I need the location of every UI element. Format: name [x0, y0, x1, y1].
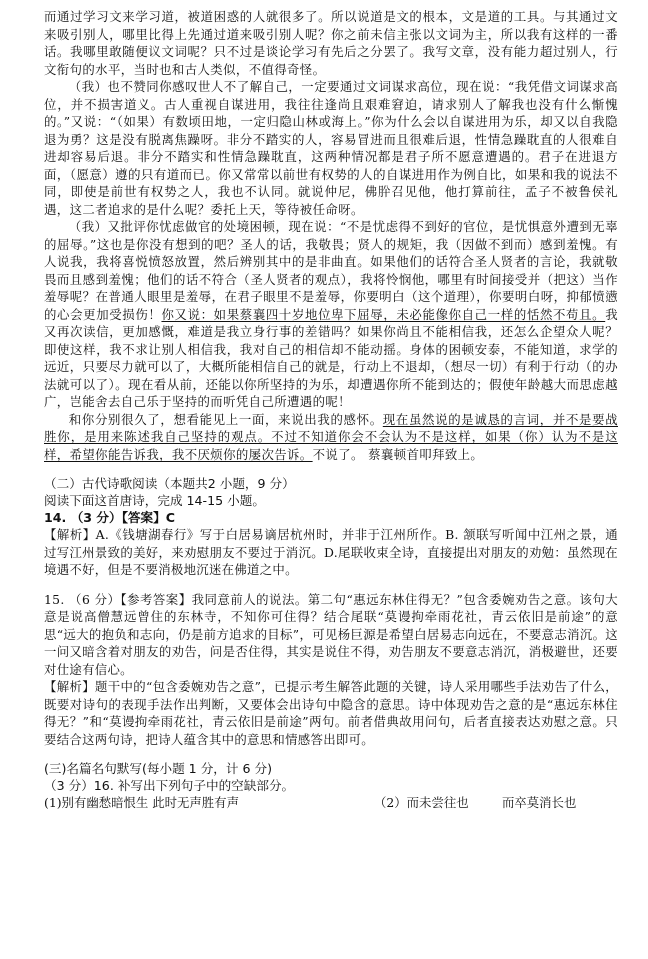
answer-16-3: 而卒莫消长也 [502, 795, 577, 810]
answer-16-2: （2）而未尝往也 [374, 795, 469, 810]
section-2-heading: （二）古代诗歌阅读（本题共2 小题，9 分） [44, 476, 295, 491]
underlined-sentence-2: 现在虽然说的是诚恳的言词，并不是要战胜你，是用来陈述我自己坚持的观点。不过不知道你会不会认为不是这样，如果（你）认为不是这样，希望你能告诉我，我不厌烦你的屡次告诉。 [44, 411, 618, 462]
section-2-instruction: 阅读下面这首唐诗，完成 14-15 小题。 [44, 493, 265, 508]
passage-paragraph-4-part-a: 和你分别很久了，想看能见上一面，来说出我的感怀。 [68, 411, 383, 427]
passage-paragraph-3-part-a: （我）又批评你忧虑做官的处境困顿，现在说：“不是忧虑得不到好的官位，是忧惧意外遭到无辜的屈辱。”这也是你没有想到的吧？圣人的话，我敬畏；贤人的规矩，我（因做不到而）感到羞愧。有人说我，我将喜悦愤怒放置，然后辨别其中的是非曲直。如果他们的话符合圣人贤者的言论，我就敬畏而且感到羞愧；他们的话不符合（圣人贤者的观点），我将怜悯他，哪里有时间接受并（把这）当作羞辱呢？在普通人眼里是羞辱，在君子眼里不是羞辱，你要明白（这个道理），你要明白呀，抑郁愤懑的心会更加受损伤！ [44, 219, 618, 322]
spacer [44, 579, 618, 591]
question-15-analysis: 【解析】题干中的“包含委婉劝告之意”，已提示考生解答此题的关键，诗人采用哪些手法劝告了什么，既要对诗句的表现手法作出判断，又要体会出诗句中隐含的意思。诗中体现劝告之意的是“惠远东林住得无？”和“莫谩拘牵雨花社，青云依旧是前途”两句。前者借典故用问句，后者直接表达劝慰之意。只要结合这两句诗，把诗人蕴含其中的意思和情感答出即可。 [44, 679, 618, 747]
passage-paragraph-4 [44, 411, 618, 464]
spacer [44, 463, 618, 475]
question-16-prompt: （3 分）16. 补写出下列句子中的空缺部分。 [44, 778, 295, 793]
question-14-answer: 14. （3 分）【答案】C [44, 510, 175, 525]
section-3-heading: (三)名篇名句默写(每小题 1 分，计 6 分) [44, 761, 273, 776]
question-16-answers [44, 794, 618, 811]
underlined-sentence-1: 你又说：如果蔡襄四十岁地位卑下屈辱，未必能像你自己一样的恬然不苟且。 [161, 306, 606, 322]
passage-paragraph-3-part-b: 我又再次读信，更加感慨，难道是我立身行事的差错吗？如果你尚且不能相信我，还怎么企望众人呢？即使这样，我不求让别人相信我，我对自己的相信却不能动摇。身体的困顿安泰，不能知道，求学的远近，只要尽力就可以了，大概所能相信自己的就是，行动上不退却，（想尽一切）有利于行动（的办法就可以了）。现在看从前，还能以你所坚持的为乐，却遭遇你所不能到达的；假使年龄越大而思虑越广，岂能舍去自己乐于坚持的而听凭自己所遭遇的呢！ [44, 306, 618, 409]
spacer [44, 748, 618, 760]
answer-16-1: (1)别有幽愁暗恨生 此时无声胜有声 [44, 795, 239, 810]
passage-paragraph-1: 而通过学习文来学习道，被道困惑的人就很多了。所以说道是文的根本，文是道的工具。与其通过文来吸引别人，哪里比得上先通过道来吸引别人呢？你之前未信主张以文词为主，所以我有这样的一番话。我哪里敢随便议文词呢？只不过是谈论学习有先后之分罢了。我写文章，没有能力超过别人，行文衔句的水平，当时也和古人类似，不值得奇怪。 [44, 9, 618, 77]
question-14-analysis: 【解析】A.《钱塘湖春行》写于白居易谪居杭州时，并非于江州所作。B. 颔联写听闻中江州之景，通过写江州景致的美好，来劝慰朋友不要过于消沉。D.尾联收束全诗，直接提出对朋友的劝勉：虽然现在境遇不好，但是不要消极地沉迷在佛道之中。 [44, 527, 618, 577]
passage-paragraph-4-part-b: 不说了。 蔡襄顿首叩拜致上。 [312, 446, 484, 462]
passage-paragraph-2: （我）也不赞同你感叹世人不了解自己，一定要通过文词谋求高位，现在说：“我凭借文词谋求高位，并不损害道义。古人重视自谋进用，我往往逢尚且艰难窘迫，请求别人了解我也没有什么惭愧的。”又说：“（如果）有数顷田地，一定归隐山林或海上。”你为什么会以自谋进用为乐，却又以自我隐退为勇？这是没有脱离焦躁呀。非分不踏实的人，容易冒进而且很难后退，性情急躁耽直的人很难自进却容易后退。非分不踏实和性情急躁耽直，这两种情况都是君子所不愿意遭遇的。君子在进退方面，（愿意）遵的只有道而已。你又常常以前世有权势的人的自谋进用作为例自比，如果和我的说法不同，即使是前世有权势之人，我也不认同。就说仲尼，佛肸召见他，他打算前往，孟子不被鲁侯礼遇，这二者追求的是什么呢？委托上天，等待被任命呀。 [44, 79, 618, 217]
question-15-answer: 15. （6 分）【参考答案】我同意前人的说法。第二句“惠远东林住得无？”包含委婉劝告之意。该句大意是说高僧慧远曾住的东林寺，不知你可住得？结合尾联“莫谩拘牵雨花社，青云依旧是前途”的意思“远大的抱负和志向，仍是前方追求的目标”，可见杨巨源是希望白居易志向远在，不要意志消沉。这一问又暗含着对朋友的劝告，问是否住得，其实是说住不得，劝告朋友不要意志消沉，消极避世，还要对仕途有信心。 [44, 591, 618, 677]
passage-paragraph-3 [44, 218, 618, 411]
